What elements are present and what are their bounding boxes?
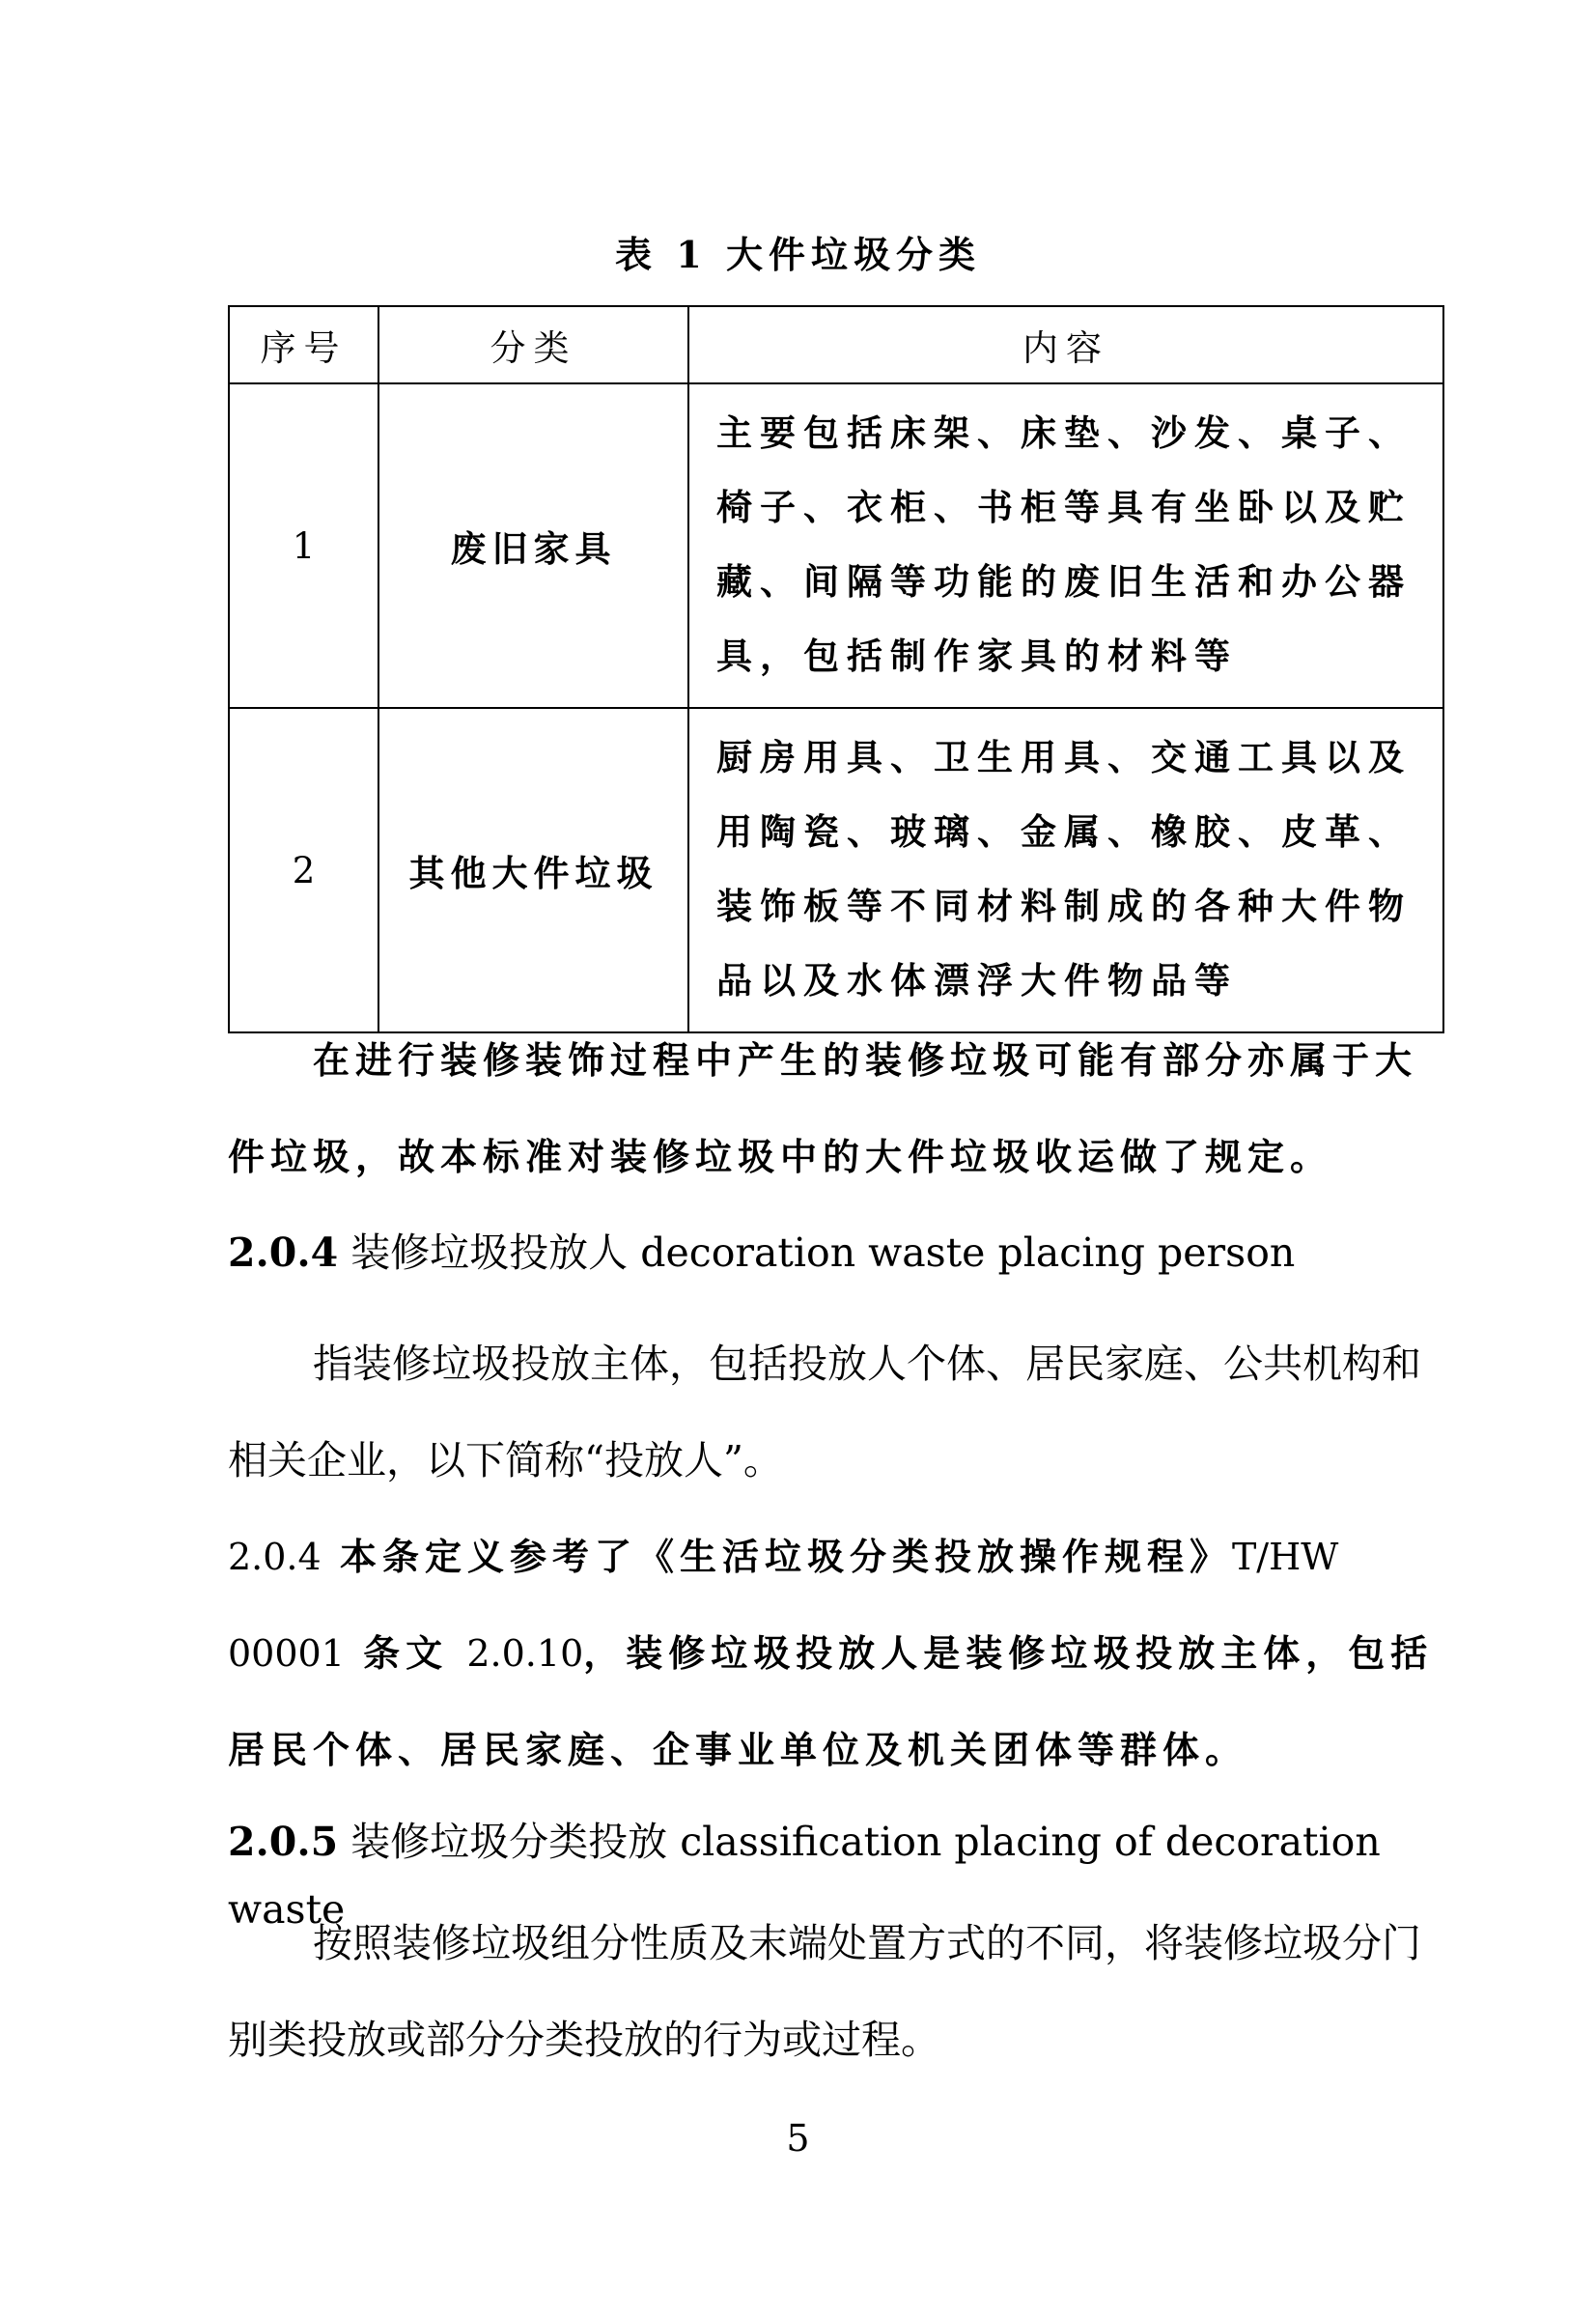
note-text-c: ，装修垃圾投放人是装修垃圾投放主体，包括居民个体、居民家庭、企事业单位及机关团体等群体。: [228, 1631, 1434, 1771]
note-text-a: 本条定义参考了《生活垃圾分类投放操作规程》: [339, 1535, 1232, 1578]
page-number: 5: [786, 2117, 810, 2160]
table-row: [229, 708, 1443, 1032]
note-number: 2.0.4: [228, 1536, 322, 1578]
note-clause: 2.0.10: [466, 1632, 584, 1675]
note-ref: T/HW 00001: [228, 1536, 1339, 1675]
note-large-waste: 在进行装修装饰过程中产生的装修垃圾可能有部分亦属于大件垃圾，故本标准对装修垃圾中的大件垃圾收运做了规定。: [228, 1038, 1418, 1178]
term-title: 装修垃圾投放人 decoration waste placing person: [350, 1229, 1296, 1276]
term-2-0-4-heading: [228, 1219, 1442, 1286]
term-title: 装修垃圾分类投放 classification placing of decoration waste: [228, 1819, 1381, 1933]
term-2-0-5-definition: 按照装修垃圾组分性质及末端处置方式的不同，将装修垃圾分门别类投放或部分分类投放的行为或过程。: [228, 1920, 1421, 2063]
row-category: 废旧家具: [378, 383, 688, 708]
table-row: [229, 383, 1443, 708]
row-category: 其他大件垃圾: [378, 708, 688, 1032]
header-no: 序号: [229, 306, 378, 383]
large-waste-classification-table: [228, 305, 1444, 1033]
term-number: 2.0.5: [228, 1819, 339, 1865]
term-2-0-4-definition: 指装修垃圾投放主体，包括投放人个体、居民家庭、公共机构和相关企业，以下简称“投放人”。: [228, 1341, 1421, 1483]
table-header-row: [229, 306, 1443, 383]
note-text-b: 条文: [363, 1631, 449, 1675]
table-caption: 表 1 大件垃圾分类: [615, 233, 981, 276]
row-no: 2: [229, 708, 378, 1032]
row-no: 1: [229, 383, 378, 708]
row-content: 厨房用具、卫生用具、交通工具以及用陶瓷、玻璃、金属、橡胶、皮革、装饰板等不同材料制成的各种大件物品以及水体漂浮大件物品等: [688, 708, 1443, 1032]
header-category: 分类: [378, 306, 688, 383]
row-content: 主要包括床架、床垫、沙发、桌子、椅子、衣柜、书柜等具有坐卧以及贮藏、间隔等功能的废旧生活和办公器具，包括制作家具的材料等: [688, 383, 1443, 708]
note-2-0-4: [228, 1509, 1442, 1798]
header-content: 内容: [688, 306, 1443, 383]
term-number: 2.0.4: [228, 1229, 339, 1276]
